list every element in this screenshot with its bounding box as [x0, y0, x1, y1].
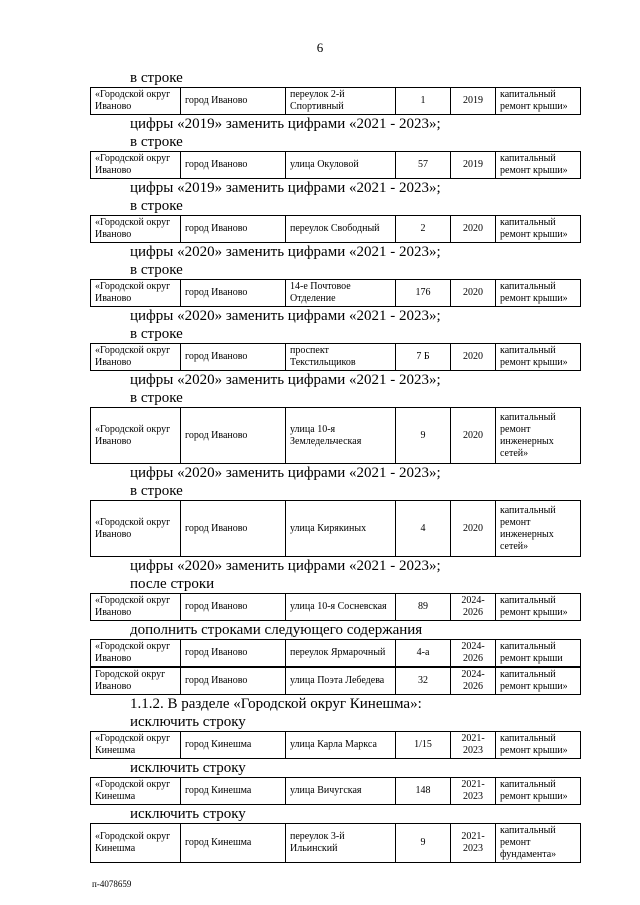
replacement-instruction: цифры «2020» заменить цифрами «2021 - 2023»;	[130, 308, 441, 324]
work-type-cell: капитальный ремонт крыши»	[496, 668, 581, 695]
year-cell: 2020	[451, 216, 496, 243]
municipality-cell: «Городской округ Кинешма	[91, 732, 181, 759]
replacement-instruction: цифры «2019» заменить цифрами «2021 - 2023»;	[130, 180, 441, 196]
settlement-cell: город Кинешма	[181, 824, 286, 863]
settlement-cell: город Иваново	[181, 668, 286, 695]
settlement-cell: город Иваново	[181, 280, 286, 307]
settlement-cell: город Иваново	[181, 594, 286, 621]
municipality-cell: Городской округ Иваново	[91, 668, 181, 695]
municipality-cell: «Городской округ Иваново	[91, 88, 181, 115]
settlement-cell: город Иваново	[181, 216, 286, 243]
year-cell: 2020	[451, 344, 496, 371]
house-number-cell: 9	[396, 408, 451, 464]
table-row	[90, 151, 581, 179]
work-type-cell: капитальный ремонт крыши»	[496, 344, 581, 371]
house-number-cell: 89	[396, 594, 451, 621]
instruction-line: в строке	[130, 262, 183, 278]
replacement-instruction: цифры «2020» заменить цифрами «2021 - 2023»;	[130, 372, 441, 388]
municipality-cell: «Городской округ Кинешма	[91, 778, 181, 805]
house-number-cell: 7 Б	[396, 344, 451, 371]
table-row	[90, 777, 581, 805]
address-cell: переулок Свободный	[286, 216, 396, 243]
municipality-cell: «Городской округ Иваново	[91, 216, 181, 243]
address-cell: улица Вичугская	[286, 778, 396, 805]
address-cell: улица Поэта Лебедева	[286, 668, 396, 695]
address-cell: улица 10-я Земледельческая	[286, 408, 396, 464]
table-row	[90, 500, 581, 557]
settlement-cell: город Иваново	[181, 408, 286, 464]
page-number: 6	[316, 40, 324, 55]
table-row	[90, 593, 581, 621]
address-cell: проспект Текстильщиков	[286, 344, 396, 371]
house-number-cell: 9	[396, 824, 451, 863]
year-cell: 2021-2023	[451, 778, 496, 805]
municipality-cell: «Городской округ Иваново	[91, 280, 181, 307]
municipality-cell: «Городской округ Иваново	[91, 501, 181, 557]
year-cell: 2024-2026	[451, 668, 496, 695]
year-cell: 2021-2023	[451, 824, 496, 863]
year-cell: 2021-2023	[451, 732, 496, 759]
address-cell: переулок Ярмарочный	[286, 640, 396, 667]
exclude-instruction: исключить строку	[130, 714, 246, 730]
footer-code: п-4078659	[92, 879, 132, 889]
table-row	[90, 731, 581, 759]
replacement-instruction: цифры «2020» заменить цифрами «2021 - 2023»;	[130, 244, 441, 260]
address-cell: улица Кирякиных	[286, 501, 396, 557]
year-cell: 2024-2026	[451, 640, 496, 667]
settlement-cell: город Иваново	[181, 152, 286, 179]
year-cell: 2020	[451, 280, 496, 307]
municipality-cell: «Городской округ Иваново	[91, 594, 181, 621]
table-row	[90, 343, 581, 371]
house-number-cell: 1	[396, 88, 451, 115]
work-type-cell: капитальный ремонт крыши»	[496, 778, 581, 805]
instruction-line: в строке	[130, 390, 183, 406]
table-row	[90, 279, 581, 307]
address-cell: улица Окуловой	[286, 152, 396, 179]
work-type-cell: капитальный ремонт фундамента»	[496, 824, 581, 863]
address-cell: улица Карла Маркса	[286, 732, 396, 759]
municipality-cell: «Городской округ Иваново	[91, 344, 181, 371]
replacement-instruction: цифры «2020» заменить цифрами «2021 - 2023»;	[130, 558, 441, 574]
instruction-line: в строке	[130, 198, 183, 214]
year-cell: 2020	[451, 501, 496, 557]
settlement-cell: город Иваново	[181, 344, 286, 371]
settlement-cell: город Кинешма	[181, 732, 286, 759]
year-cell: 2020	[451, 408, 496, 464]
replacement-instruction: цифры «2020» заменить цифрами «2021 - 2023»;	[130, 465, 441, 481]
settlement-cell: город Иваново	[181, 501, 286, 557]
municipality-cell: «Городской округ Иваново	[91, 408, 181, 464]
house-number-cell: 57	[396, 152, 451, 179]
work-type-cell: капитальный ремонт крыши	[496, 640, 581, 667]
work-type-cell: капитальный ремонт инженерных сетей»	[496, 408, 581, 464]
settlement-cell: город Иваново	[181, 88, 286, 115]
table-row	[90, 407, 581, 464]
document-body	[90, 69, 580, 863]
house-number-cell: 148	[396, 778, 451, 805]
address-cell: переулок 3-й Ильинский	[286, 824, 396, 863]
replacement-instruction: цифры «2019» заменить цифрами «2021 - 2023»;	[130, 116, 441, 132]
house-number-cell: 4-а	[396, 640, 451, 667]
instruction-line: после строки	[130, 576, 215, 592]
house-number-cell: 176	[396, 280, 451, 307]
table-row	[90, 639, 581, 667]
work-type-cell: капитальный ремонт крыши»	[496, 152, 581, 179]
address-cell: 14-е Почтовое Отделение	[286, 280, 396, 307]
municipality-cell: «Городской округ Иваново	[91, 152, 181, 179]
exclude-instruction: исключить строку	[130, 806, 246, 822]
work-type-cell: капитальный ремонт крыши»	[496, 594, 581, 621]
instruction-line: в строке	[130, 134, 183, 150]
instruction-line: в строке	[130, 70, 183, 86]
table-row	[90, 215, 581, 243]
instruction-line: дополнить строками следующего содержания	[130, 622, 423, 638]
work-type-cell: капитальный ремонт крыши»	[496, 280, 581, 307]
exclude-instruction: исключить строку	[130, 760, 246, 776]
settlement-cell: город Кинешма	[181, 778, 286, 805]
work-type-cell: капитальный ремонт инженерных сетей»	[496, 501, 581, 557]
year-cell: 2019	[451, 88, 496, 115]
municipality-cell: «Городской округ Иваново	[91, 640, 181, 667]
house-number-cell: 32	[396, 668, 451, 695]
instruction-line: в строке	[130, 483, 183, 499]
year-cell: 2019	[451, 152, 496, 179]
work-type-cell: капитальный ремонт крыши»	[496, 88, 581, 115]
table-row	[90, 87, 581, 115]
settlement-cell: город Иваново	[181, 640, 286, 667]
address-cell: переулок 2-й Спортивный	[286, 88, 396, 115]
house-number-cell: 1/15	[396, 732, 451, 759]
address-cell: улица 10-я Сосневская	[286, 594, 396, 621]
section-heading: 1.1.2. В разделе «Городской округ Кинешма»:	[130, 696, 422, 712]
table-row	[90, 667, 581, 695]
table-row	[90, 823, 581, 863]
year-cell: 2024-2026	[451, 594, 496, 621]
municipality-cell: «Городской округ Кинешма	[91, 824, 181, 863]
work-type-cell: капитальный ремонт крыши»	[496, 216, 581, 243]
house-number-cell: 2	[396, 216, 451, 243]
work-type-cell: капитальный ремонт крыши»	[496, 732, 581, 759]
instruction-line: в строке	[130, 326, 183, 342]
house-number-cell: 4	[396, 501, 451, 557]
